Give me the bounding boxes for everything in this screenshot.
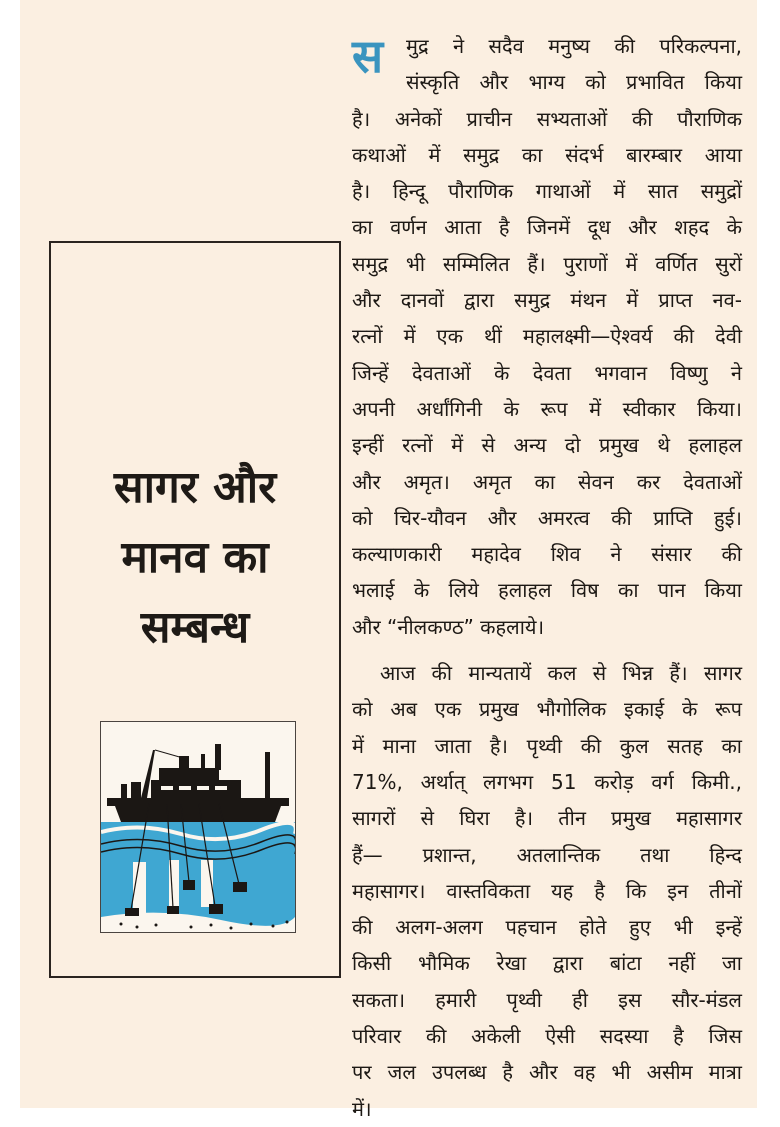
paragraph-2 (352, 655, 742, 1127)
text-line: कल्याणकारी महादेव शिव ने संसार की (352, 542, 742, 567)
text-line: को अब एक प्रमुख भौगोलिक इकाई के रूप (352, 697, 742, 722)
text-line: की अलग-अलग पहचान होते हुए भी इन्हें (352, 915, 742, 940)
text-line: परिवार की अकेली ऐसी सदस्या है जिस (352, 1024, 742, 1049)
text-line: इन्हीं रत्नों में से अन्य दो प्रमुख थे हलाहल (352, 433, 742, 458)
text-line: पर जल उपलब्ध है और वह भी असीम मात्रा (352, 1060, 742, 1085)
text-line: 71%, अर्थात् लगभग 51 करोड़ वर्ग किमी., (352, 769, 742, 794)
text-line: में माना जाता है। पृथ्वी की कुल सतह का (352, 733, 742, 758)
title-line: सागर और (113, 462, 277, 513)
title-box (49, 241, 341, 978)
text-line: महासागर। वास्तविकता यह है कि इन तीनों (352, 878, 742, 903)
drop-cap: स (352, 29, 384, 83)
text-line: किसी भौमिक रेखा द्वारा बांटा नहीं जा (352, 951, 742, 976)
text-line: हैं— प्रशान्त, अतलान्तिक तथा हिन्द (352, 842, 742, 867)
text-line: है। अनेकों प्राचीन सभ्यताओं की पौराणिक (352, 106, 742, 131)
text-line: को चिर-यौवन और अमरत्व की प्राप्ति हुई। (352, 505, 742, 530)
title-line: सम्बन्ध (140, 602, 250, 653)
text-line: समुद्र भी सम्मिलित हैं। पुराणों में वर्णित सुरों (352, 251, 742, 276)
text-line: सकता। हमारी पृथ्वी ही इस सौर-मंडल (352, 987, 742, 1012)
chapter-title (51, 453, 339, 663)
text-line: जिन्हें देवताओं के देवता भगवान विष्णु ने (352, 360, 742, 385)
text-line: अपनी अर्धांगिनी के रूप में स्वीकार किया। (352, 396, 742, 421)
text-line: भलाई के लिये हलाहल विष का पान किया (352, 578, 742, 603)
ship-ocean-mining-icon (100, 721, 296, 933)
text-line: का वर्णन आता है जिनमें दूध और शहद के (352, 215, 742, 240)
title-line: मानव का (121, 532, 269, 583)
text-line: संस्कृति और भाग्य को प्रभावित किया (406, 70, 742, 95)
text-line: सागरों से घिरा है। तीन प्रमुख महासागर (352, 806, 742, 831)
text-line: और अमृत। अमृत का सेवन कर देवताओं (352, 469, 742, 494)
text-line: आज की मान्यतायें कल से भिन्न हैं। सागर (380, 661, 742, 686)
article-body (352, 28, 742, 1127)
text-line: कथाओं में समुद्र का संदर्भ बारम्बार आया (352, 142, 742, 167)
text-line: मुद्र ने सदैव मनुष्य की परिकल्पना, (406, 34, 742, 58)
text-line: है। हिन्दू पौराणिक गाथाओं में सात समुद्रों (352, 179, 742, 204)
text-line: में। (352, 1096, 372, 1121)
paragraph-1 (352, 28, 742, 645)
text-line: और “नीलकण्ठ” कहलाये। (352, 614, 545, 639)
text-line: रत्नों में एक थीं महालक्ष्मी—ऐश्वर्य की देवी (352, 324, 742, 349)
text-line: और दानवों द्वारा समुद्र मंथन में प्राप्त नव- (352, 288, 742, 313)
